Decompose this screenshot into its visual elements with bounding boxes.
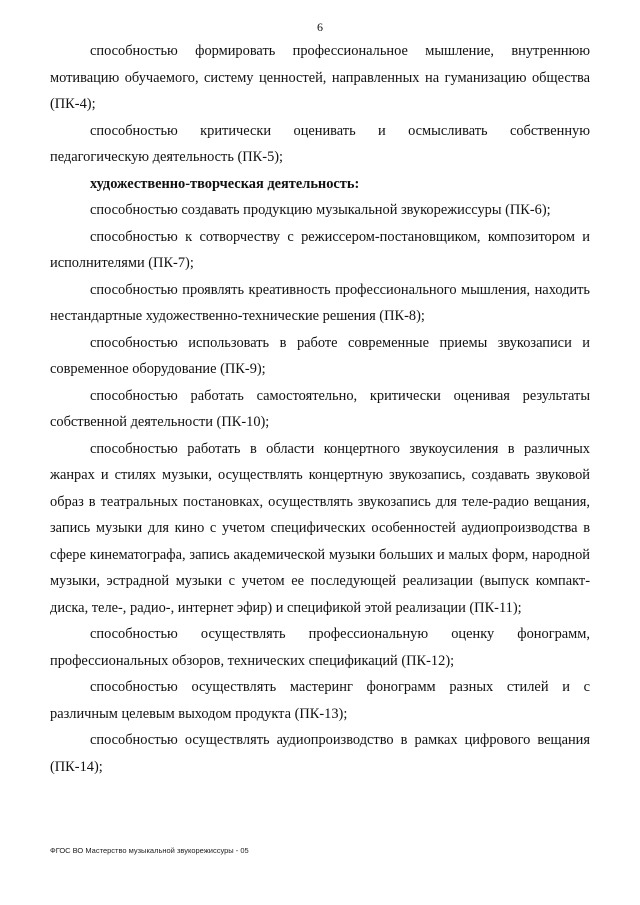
paragraph-pk-14: способностью осуществлять аудиопроизводство в рамках цифрового вещания (ПК-14); <box>50 732 590 775</box>
page-footer: ФГОС ВО Мастерство музыкальной звукорежиссуры - 05 <box>50 846 249 855</box>
paragraph-pk-6: способностью создавать продукцию музыкальной звукорежиссуры (ПК-6); <box>90 202 551 218</box>
section-heading: художественно-творческая деятельность: <box>90 175 360 192</box>
paragraph-pk-4: способностью формировать профессиональное мышление, внутреннюю мотивацию обучаемого, систему ценностей, направленных на гуманизацию общества (ПК-4); <box>50 43 590 112</box>
paragraph-pk-12: способностью осуществлять профессиональную оценку фонограмм, профессиональных обзоров, технических спецификаций (ПК-12); <box>50 626 590 669</box>
page-number: 6 <box>317 20 323 34</box>
paragraph-pk-7: способностью к сотворчеству с режиссером-постановщиком, композитором и исполнителями (ПК-7); <box>50 228 590 271</box>
paragraph-pk-9: способностью использовать в работе современные приемы звукозаписи и современное оборудование (ПК-9); <box>50 334 590 377</box>
paragraph-pk-13: способностью осуществлять мастеринг фонограмм разных стилей и с различным целевым выходом продукта (ПК-13); <box>50 679 590 722</box>
document-body <box>50 38 590 780</box>
paragraph-pk-10: способностью работать самостоятельно, критически оценивая результаты собственной деятельности (ПК-10); <box>50 387 590 430</box>
paragraph-pk-8: способностью проявлять креативность профессионального мышления, находить нестандартные художественно-технические решения (ПК-8); <box>50 281 590 324</box>
paragraph-pk-5: способностью критически оценивать и осмысливать собственную педагогическую деятельность (ПК-5); <box>50 122 590 165</box>
paragraph-pk-11: способностью работать в области концертного звукоусиления в различных жанрах и стилях музыки, осуществлять концертную звукозапись, создавать звуковой образ в театральных постановках, осуществлять звукозапись для теле-радио вещания, запись музыки для кино с учетом специфических особенностей аудиопроизводства в сфере кинематографа, запись академической музыки больших и малых форм, народной музыки, эстрадной музыки с учетом ее последующей реализации (выпуск компакт-диска, теле-, радио-, интернет эфир) и спецификой этой реализации (ПК-11); <box>50 440 590 616</box>
